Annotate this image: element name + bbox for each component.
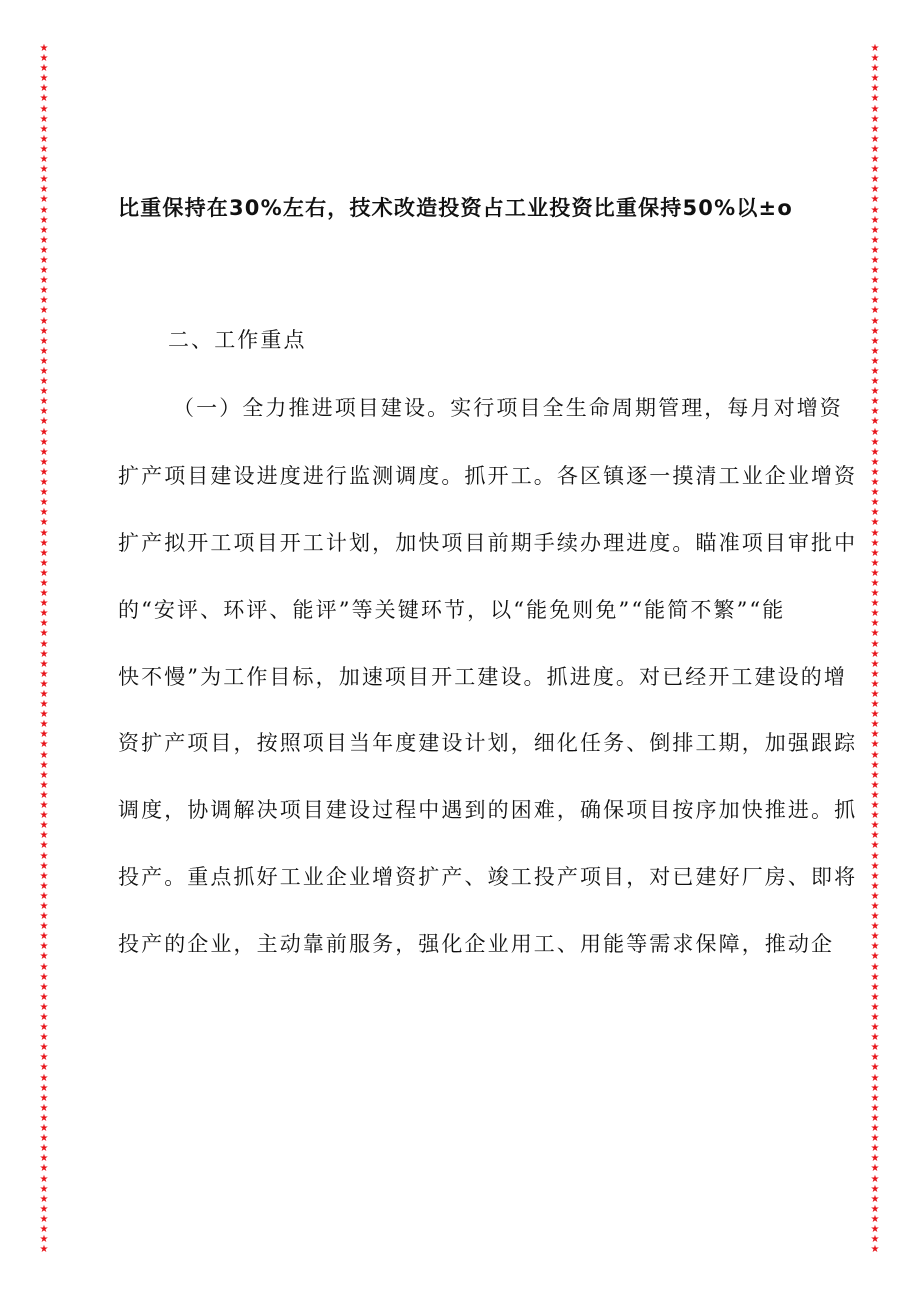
paragraph-line-6: 资扩产项目，按照项目当年度建设计划，细化任务、倒排工期，加强跟踪: [118, 731, 858, 755]
paragraph-line-2: 扩产项目建设进度进行监测调度。抓开工。各区镇逐一摸清工业企业增资: [118, 464, 858, 488]
continuation-line: 比重保持在30%左右，技术改造投资占工业投资比重保持50%以±o: [118, 196, 793, 220]
paragraph-line-1: （一）全力推进项目建设。实行项目全生命周期管理，每月对增资: [173, 396, 843, 420]
paragraph-line-7: 调度，协调解决项目建设过程中遇到的困难，确保项目按序加快推进。抓: [118, 798, 858, 822]
left-star-border: ★ ★ ★ ★ ★ ★ ★ ★ ★ ★ ★ ★ ★ ★ ★ ★ ★ ★ ★ ★ ★ ★ ★ ★ ★ ★ ★ ★ ★ ★ ★ ★ ★ ★ ★ ★ ★ ★ ★ ★ ★ ★ ★ ★ ★ ★ ★ ★ ★ ★ ★ ★ ★ ★ ★ ★ ★ ★ ★ ★ ★ ★ ★ ★ ★ ★ ★ ★ ★ ★ ★ ★ ★ ★ ★ ★ ★ ★ ★ ★ ★ ★ ★ ★ ★ ★ ★ ★ ★ ★ ★ ★ ★ ★ ★ ★ ★ ★ ★ ★ ★ ★ ★ ★ ★ ★ ★ ★ ★ ★ ★ ★ ★ ★ ★ ★ ★ ★ ★ ★: [39, 44, 49, 1256]
right-star-border: ★ ★ ★ ★ ★ ★ ★ ★ ★ ★ ★ ★ ★ ★ ★ ★ ★ ★ ★ ★ ★ ★ ★ ★ ★ ★ ★ ★ ★ ★ ★ ★ ★ ★ ★ ★ ★ ★ ★ ★ ★ ★ ★ ★ ★ ★ ★ ★ ★ ★ ★ ★ ★ ★ ★ ★ ★ ★ ★ ★ ★ ★ ★ ★ ★ ★ ★ ★ ★ ★ ★ ★ ★ ★ ★ ★ ★ ★ ★ ★ ★ ★ ★ ★ ★ ★ ★ ★ ★ ★ ★ ★ ★ ★ ★ ★ ★ ★ ★ ★ ★ ★ ★ ★ ★ ★ ★ ★ ★ ★ ★ ★ ★ ★ ★ ★ ★ ★ ★ ★: [870, 44, 880, 1256]
paragraph-line-8: 投产。重点抓好工业企业增资扩产、竣工投产项目，对已建好厂房、即将: [118, 865, 858, 889]
paragraph-line-4: 的“安评、环评、能评”等关键环节，以“能免则免”“能简不繁”“能: [118, 598, 786, 622]
paragraph-line-5: 快不慢”为工作目标，加速项目开工建设。抓进度。对已经开工建设的增: [118, 665, 847, 689]
paragraph-line-9: 投产的企业，主动靠前服务，强化企业用工、用能等需求保障，推动企: [118, 932, 835, 956]
paragraph-line-3: 扩产拟开工项目开工计划，加快项目前期手续办理进度。瞄准项目审批中: [118, 531, 858, 555]
section-heading: 二、工作重点: [168, 328, 307, 352]
